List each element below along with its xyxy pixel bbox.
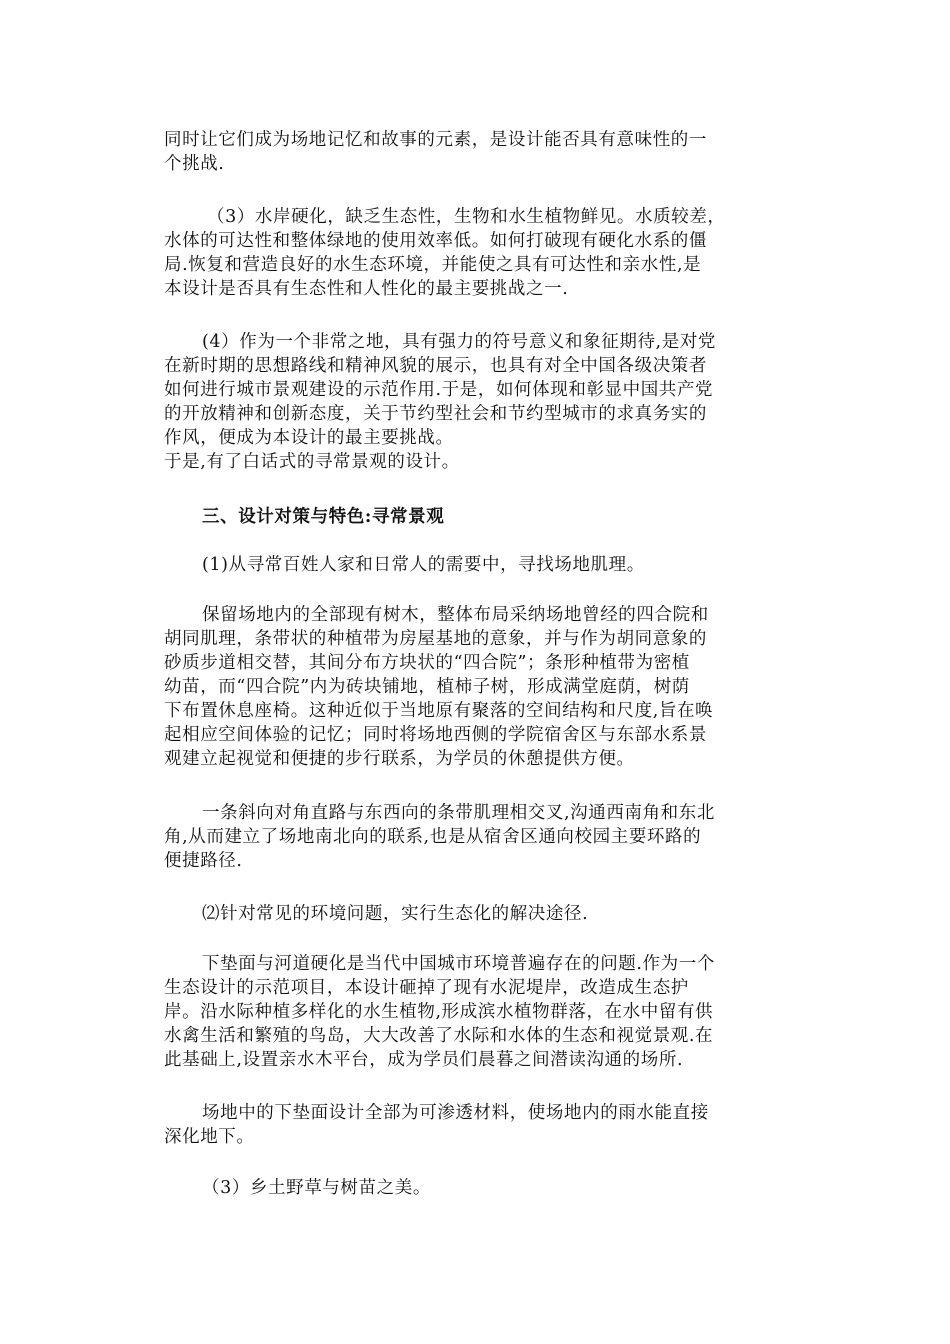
text-line: 于是,有了白话式的寻常景观的设计。	[164, 452, 460, 472]
text-line: 水体的可达性和整体绿地的使用效率低。如何打破现有硬化水系的僵	[164, 231, 707, 251]
text-line: 观建立起视觉和便捷的步行联系，为学员的休憩提供方便。	[164, 749, 635, 769]
text-line: 的开放精神和创新态度，关于节约型社会和节约型城市的求真务实的	[164, 404, 707, 424]
text-line: 局.恢复和营造良好的水生态环境，并能使之具有可达性和亲水性,是	[164, 255, 702, 275]
text-line: 个挑战.	[164, 154, 225, 174]
text-line: 下布置休息座椅。这种近似于当地原有聚落的空间结构和尺度,旨在唤	[164, 701, 714, 721]
text-line: 此基础上,设置亲水木平台，成为学员们晨暮之间潜读沟通的场所.	[164, 1050, 684, 1070]
text-line: 保留场地内的全部现有树木，整体布局采纳场地曾经的四合院和	[202, 605, 709, 625]
text-line: （3）水岸硬化，缺乏生态性，生物和水生植物鲜见。水质较差，	[207, 207, 726, 227]
text-line: 场地中的下垫面设计全部为可渗透材料，使场地内的雨水能直接	[202, 1103, 709, 1123]
text-line: 在新时期的思想路线和精神风貌的展示，也具有对全中国各级决策者	[164, 356, 707, 376]
section-heading: 三、设计对策与特色:寻常景观	[202, 507, 445, 527]
text-line: 同时让它们成为场地记忆和故事的元素，是设计能否具有意味性的一	[164, 130, 707, 150]
text-line: 生态设计的示范项目，本设计砸掉了现有水泥堤岸，改造成生态护	[164, 978, 689, 998]
text-line: 如何进行城市景观建设的示范作用.于是，如何体现和彰显中国共产党	[164, 380, 714, 400]
text-line: 岸。沿水际种植多样化的水生植物,形成滨水植物群落，在水中留有供	[164, 1002, 714, 1022]
text-line: 幼苗，而“四合院”内为砖块铺地，植柿子树，形成满堂庭荫，树荫	[164, 677, 690, 697]
text-line: （3）乡土野草与树苗之美。	[202, 1178, 431, 1198]
text-line: 水禽生活和繁殖的鸟岛，大大改善了水际和水体的生态和视觉景观.在	[164, 1026, 714, 1046]
text-line: 作风，便成为本设计的最主要挑战。	[164, 428, 454, 448]
text-line: (4）作为一个非常之地，具有强力的符号意义和象征期待,是对党	[202, 332, 717, 352]
text-line: 角,从而建立了场地南北向的联系,也是从宿舍区通向校园主要环路的	[164, 827, 702, 847]
text-line: 下垫面与河道硬化是当代中国城市环境普遍存在的问题.作为一个	[202, 954, 715, 974]
text-line: 深化地下。	[164, 1127, 255, 1147]
text-line: (1)从寻常百姓人家和日常人的需要中，寻找场地肌理。	[202, 555, 645, 575]
text-line: 一条斜向对角直路与东西向的条带肌理相交叉,沟通西南角和东北	[202, 803, 715, 823]
text-line: ⑵针对常见的环境问题，实行生态化的解决途径.	[202, 904, 589, 924]
text-line: 起相应空间体验的记忆；同时将场地西侧的学院宿舍区与东部水系景	[164, 725, 707, 745]
text-line: 便捷路径.	[164, 851, 243, 871]
text-line: 本设计是否具有生态性和人性化的最主要挑战之一.	[164, 279, 569, 299]
text-line: 胡同肌理，条带状的种植带为房屋基地的意象，并与作为胡同意象的	[164, 629, 707, 649]
text-line: 砂质步道相交替，其间分布方块状的“四合院”；条形种植带为密植	[164, 653, 690, 673]
